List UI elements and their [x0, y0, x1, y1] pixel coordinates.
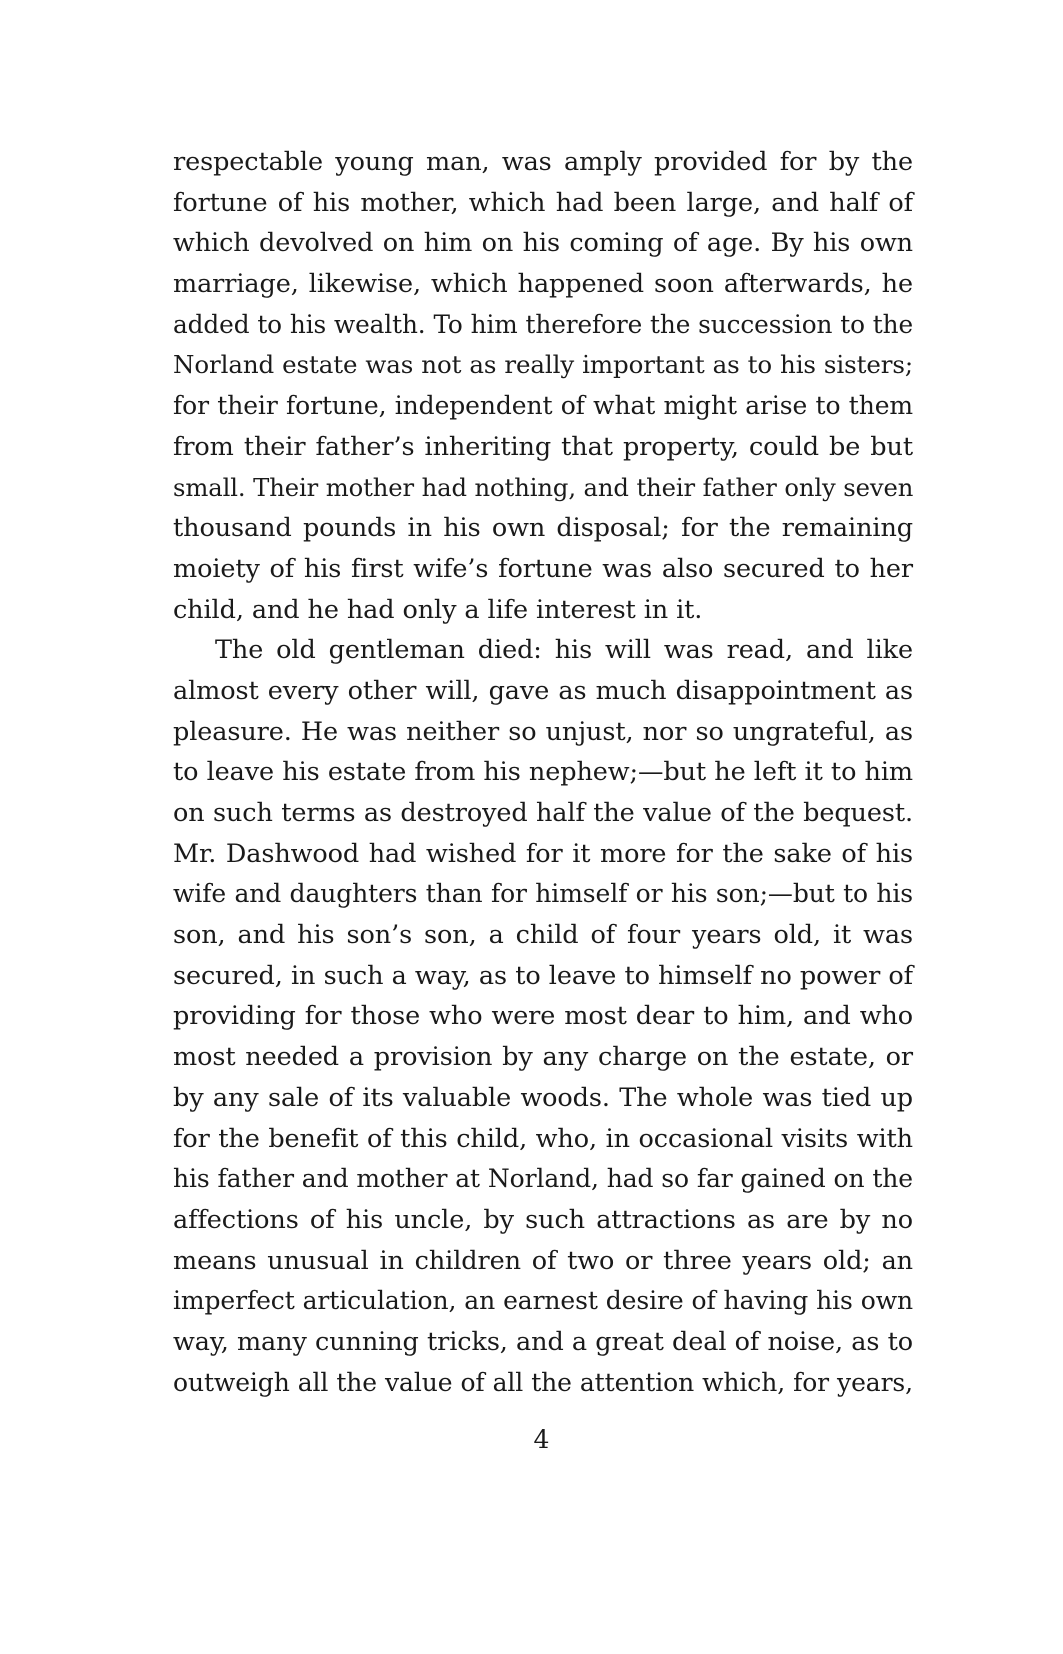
text-line: son, and his son’s son, a child of four years old, it was	[173, 920, 913, 951]
text-line: for their fortune, independent of what might arise to them	[173, 391, 913, 421]
text-line: imperfect articulation, an earnest desire of having his own	[173, 1286, 913, 1316]
text-line: way, many cunning tricks, and a great deal of noise, as to	[173, 1326, 913, 1357]
paragraph-first-line: The old gentleman died: his will was read, and like	[215, 635, 913, 666]
text-line: affections of his uncle, by such attractions as are by no	[173, 1204, 913, 1235]
text-line: which devolved on him on his coming of age. By his own	[173, 228, 913, 259]
text-line: providing for those who were most dear to him, and who	[173, 1001, 913, 1032]
text-line: wife and daughters than for himself or his son;—but to his	[173, 879, 913, 909]
text-line: to leave his estate from his nephew;—but he left it to him	[173, 757, 913, 788]
text-line: moiety of his first wife’s fortune was also secured to her	[173, 553, 913, 584]
text-line: child, and he had only a life interest in it.	[173, 594, 703, 625]
page-body-text	[173, 142, 913, 1403]
text-line: Norland estate was not as really important as to his sisters;	[173, 350, 913, 380]
text-line: from their father’s inheriting that property, could be but	[173, 431, 913, 462]
text-line: his father and mother at Norland, had so far gained on the	[173, 1164, 913, 1194]
text-line: marriage, likewise, which happened soon afterwards, he	[173, 269, 913, 300]
text-line: fortune of his mother, which had been large, and half of	[173, 187, 913, 218]
text-line: added to his wealth. To him therefore the succession to the	[173, 309, 913, 339]
text-line: respectable young man, was amply provided for by the	[173, 147, 913, 177]
text-line: most needed a provision by any charge on the estate, or	[173, 1042, 913, 1073]
text-line: on such terms as destroyed half the value of the bequest.	[173, 798, 913, 828]
text-line: by any sale of its valuable woods. The whole was tied up	[173, 1082, 913, 1113]
text-line: outweigh all the value of all the attention which, for years,	[173, 1367, 913, 1397]
text-line: thousand pounds in his own disposal; for the remaining	[173, 513, 913, 544]
text-line: secured, in such a way, as to leave to himself no power of	[173, 960, 913, 991]
text-line: almost every other will, gave as much disappointment as	[173, 675, 913, 706]
text-line: small. Their mother had nothing, and their father only seven	[173, 472, 914, 502]
text-line: pleasure. He was neither so unjust, nor so ungrateful, as	[173, 716, 913, 747]
page-number: 4	[533, 1425, 550, 1454]
text-line: Mr. Dashwood had wished for it more for the sake of his	[173, 838, 913, 869]
text-line: for the benefit of this child, who, in occasional visits with	[173, 1123, 913, 1154]
text-line: means unusual in children of two or three years old; an	[173, 1245, 913, 1276]
